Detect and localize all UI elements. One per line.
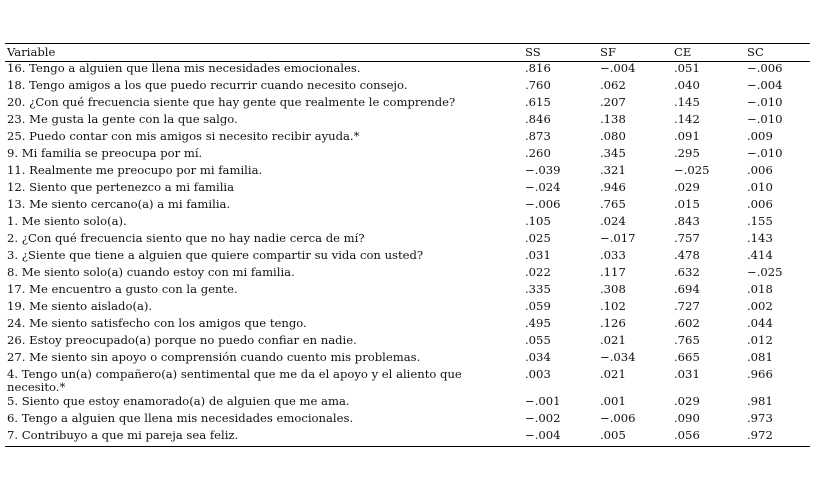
cell-sf: .117 bbox=[600, 265, 626, 279]
cell-ce: .727 bbox=[674, 299, 700, 313]
cell-sc: .018 bbox=[747, 282, 773, 296]
cell-sc: .002 bbox=[747, 299, 773, 313]
cell-ss: .031 bbox=[525, 248, 551, 262]
cell-variable: 13. Me siento cercano(a) a mi familia. bbox=[7, 197, 231, 211]
cell-sf: .102 bbox=[600, 299, 626, 313]
table-row bbox=[5, 412, 810, 429]
cell-ss: −.039 bbox=[525, 163, 561, 177]
cell-ce: .843 bbox=[674, 214, 700, 228]
cell-ce: .757 bbox=[674, 231, 700, 245]
table-row bbox=[5, 215, 810, 232]
cell-ss: .846 bbox=[525, 112, 551, 126]
cell-ss: .059 bbox=[525, 299, 551, 313]
cell-variable: 20. ¿Con qué frecuencia siente que hay gente que realmente le comprende? bbox=[7, 95, 456, 109]
cell-sc: .414 bbox=[747, 248, 773, 262]
cell-ce: .295 bbox=[674, 146, 700, 160]
cell-variable: 12. Siento que pertenezco a mi familia bbox=[7, 180, 235, 194]
table-row bbox=[5, 249, 810, 266]
cell-ce: .145 bbox=[674, 95, 700, 109]
cell-variable: 17. Me encuentro a gusto con la gente. bbox=[7, 282, 238, 296]
cell-sf: .765 bbox=[600, 197, 626, 211]
table-row bbox=[5, 266, 810, 283]
cell-sf: .345 bbox=[600, 146, 626, 160]
cell-sc: −.010 bbox=[747, 146, 783, 160]
cell-sc: .981 bbox=[747, 393, 773, 408]
cell-sc: .155 bbox=[747, 214, 773, 228]
cell-sf: .138 bbox=[600, 112, 626, 126]
cell-sf: .321 bbox=[600, 163, 626, 177]
cell-variable: 3. ¿Siente que tiene a alguien que quiere compartir su vida con usted? bbox=[7, 248, 424, 262]
cell-sc: −.010 bbox=[747, 95, 783, 109]
cell-variable: 11. Realmente me preocupo por mi familia. bbox=[7, 163, 263, 177]
table-row bbox=[5, 429, 810, 447]
header-row bbox=[5, 44, 810, 62]
cell-ss: −.006 bbox=[525, 197, 561, 211]
cell-variable: 27. Me siento sin apoyo o comprensión cuando cuento mis problemas. bbox=[7, 350, 421, 364]
header-variable: Variable bbox=[7, 45, 56, 59]
cell-ce: .040 bbox=[674, 78, 700, 92]
table-row bbox=[5, 198, 810, 215]
cell-sf: −.004 bbox=[600, 61, 636, 75]
cell-sf: .021 bbox=[600, 333, 626, 347]
cell-sf: −.034 bbox=[600, 350, 636, 364]
cell-sf: .021 bbox=[600, 367, 626, 381]
cell-ce: .051 bbox=[674, 61, 700, 75]
cell-sc: .006 bbox=[747, 163, 773, 177]
cell-ce: .029 bbox=[674, 393, 700, 408]
cell-variable: 16. Tengo a alguien que llena mis necesidades emocionales. bbox=[7, 61, 361, 75]
cell-variable: 9. Mi familia se preocupa por mí. bbox=[7, 146, 203, 160]
header-ce: CE bbox=[674, 45, 692, 59]
cell-sc: .143 bbox=[747, 231, 773, 245]
cell-sc: .010 bbox=[747, 180, 773, 194]
cell-sc: −.010 bbox=[747, 112, 783, 126]
cell-ce: .056 bbox=[674, 427, 700, 442]
cell-sc: .972 bbox=[747, 427, 773, 442]
cell-ss: −.002 bbox=[525, 410, 561, 425]
cell-sc: .006 bbox=[747, 197, 773, 211]
cell-ce: .029 bbox=[674, 180, 700, 194]
cell-variable: 6. Tengo a alguien que llena mis necesidades emocionales. bbox=[7, 410, 354, 425]
cell-sf: .080 bbox=[600, 129, 626, 143]
table-row bbox=[5, 62, 810, 80]
cell-ss: .055 bbox=[525, 333, 551, 347]
cell-variable: 7. Contribuyo a que mi pareja sea feliz. bbox=[7, 427, 239, 442]
cell-ce: .091 bbox=[674, 129, 700, 143]
cell-variable: 23. Me gusta la gente con la que salgo. bbox=[7, 112, 238, 126]
cell-ss: .873 bbox=[525, 129, 551, 143]
cell-ss: .495 bbox=[525, 316, 551, 330]
cell-sf: .024 bbox=[600, 214, 626, 228]
table-row bbox=[5, 300, 810, 317]
cell-sf: .005 bbox=[600, 427, 626, 442]
cell-variable: 25. Puedo contar con mis amigos si necesito recibir ayuda.* bbox=[7, 129, 360, 143]
header-ss: SS bbox=[525, 45, 541, 59]
table-row bbox=[5, 181, 810, 198]
cell-ce: .602 bbox=[674, 316, 700, 330]
table-header bbox=[5, 44, 810, 62]
cell-ss: .760 bbox=[525, 78, 551, 92]
cell-sc: .081 bbox=[747, 350, 773, 364]
cell-ss: −.004 bbox=[525, 427, 561, 442]
cell-ss: −.024 bbox=[525, 180, 561, 194]
table-row bbox=[5, 395, 810, 412]
cell-sf: −.006 bbox=[600, 410, 636, 425]
cell-sf: .062 bbox=[600, 78, 626, 92]
table-row bbox=[5, 351, 810, 368]
cell-sc: −.006 bbox=[747, 61, 783, 75]
cell-variable: 26. Estoy preocupado(a) porque no puedo confiar en nadie. bbox=[7, 333, 357, 347]
table-row bbox=[5, 79, 810, 96]
table-row bbox=[5, 96, 810, 113]
cell-variable: 19. Me siento aislado(a). bbox=[7, 299, 153, 313]
cell-sf: .308 bbox=[600, 282, 626, 296]
cell-ce: .015 bbox=[674, 197, 700, 211]
cell-sc: .012 bbox=[747, 333, 773, 347]
table-row bbox=[5, 147, 810, 164]
cell-variable: 8. Me siento solo(a) cuando estoy con mi familia. bbox=[7, 265, 295, 279]
cell-sc: .966 bbox=[747, 367, 773, 381]
cell-variable: 5. Siento que estoy enamorado(a) de alguien que me ama. bbox=[7, 393, 350, 408]
table-row bbox=[5, 113, 810, 130]
cell-ss: .034 bbox=[525, 350, 551, 364]
cell-sf: −.017 bbox=[600, 231, 636, 245]
table-row bbox=[5, 283, 810, 300]
cell-sf: .126 bbox=[600, 316, 626, 330]
cell-variable: 18. Tengo amigos a los que puedo recurrir cuando necesito consejo. bbox=[7, 78, 408, 92]
cell-variable: 4. Tengo un(a) compañero(a) sentimental que me da el apoyo y el aliento que necesito.* bbox=[7, 367, 462, 395]
cell-ss: .025 bbox=[525, 231, 551, 245]
table-row bbox=[5, 317, 810, 334]
cell-ce: .478 bbox=[674, 248, 700, 262]
cell-ss: .003 bbox=[525, 367, 551, 381]
cell-ss: −.001 bbox=[525, 393, 561, 408]
cell-variable: 24. Me siento satisfecho con los amigos que tengo. bbox=[7, 316, 307, 330]
cell-sc: −.004 bbox=[747, 78, 783, 92]
table-row bbox=[5, 334, 810, 351]
cell-ce: .142 bbox=[674, 112, 700, 126]
cell-sc: −.025 bbox=[747, 265, 783, 279]
cell-sc: .973 bbox=[747, 410, 773, 425]
cell-variable: 2. ¿Con qué frecuencia siento que no hay nadie cerca de mí? bbox=[7, 231, 365, 245]
table-row bbox=[5, 130, 810, 147]
cell-ce: .090 bbox=[674, 410, 700, 425]
factor-loadings-table-container bbox=[5, 43, 810, 447]
cell-sf: .001 bbox=[600, 393, 626, 408]
cell-ce: .031 bbox=[674, 367, 700, 381]
table-row bbox=[5, 368, 810, 395]
factor-loadings-table bbox=[5, 43, 810, 447]
cell-variable: 1. Me siento solo(a). bbox=[7, 214, 127, 228]
table-row bbox=[5, 232, 810, 249]
header-sf: SF bbox=[600, 45, 616, 59]
cell-ce: −.025 bbox=[674, 163, 710, 177]
cell-ce: .694 bbox=[674, 282, 700, 296]
cell-ce: .632 bbox=[674, 265, 700, 279]
cell-ce: .765 bbox=[674, 333, 700, 347]
cell-sc: .009 bbox=[747, 129, 773, 143]
cell-ss: .260 bbox=[525, 146, 551, 160]
cell-ss: .022 bbox=[525, 265, 551, 279]
cell-ss: .816 bbox=[525, 61, 551, 75]
header-sc: SC bbox=[747, 45, 764, 59]
cell-sc: .044 bbox=[747, 316, 773, 330]
table-body bbox=[5, 62, 810, 447]
cell-ss: .615 bbox=[525, 95, 551, 109]
cell-ce: .665 bbox=[674, 350, 700, 364]
table-row bbox=[5, 164, 810, 181]
cell-ss: .335 bbox=[525, 282, 551, 296]
cell-sf: .033 bbox=[600, 248, 626, 262]
cell-sf: .946 bbox=[600, 180, 626, 194]
cell-sf: .207 bbox=[600, 95, 626, 109]
cell-ss: .105 bbox=[525, 214, 551, 228]
